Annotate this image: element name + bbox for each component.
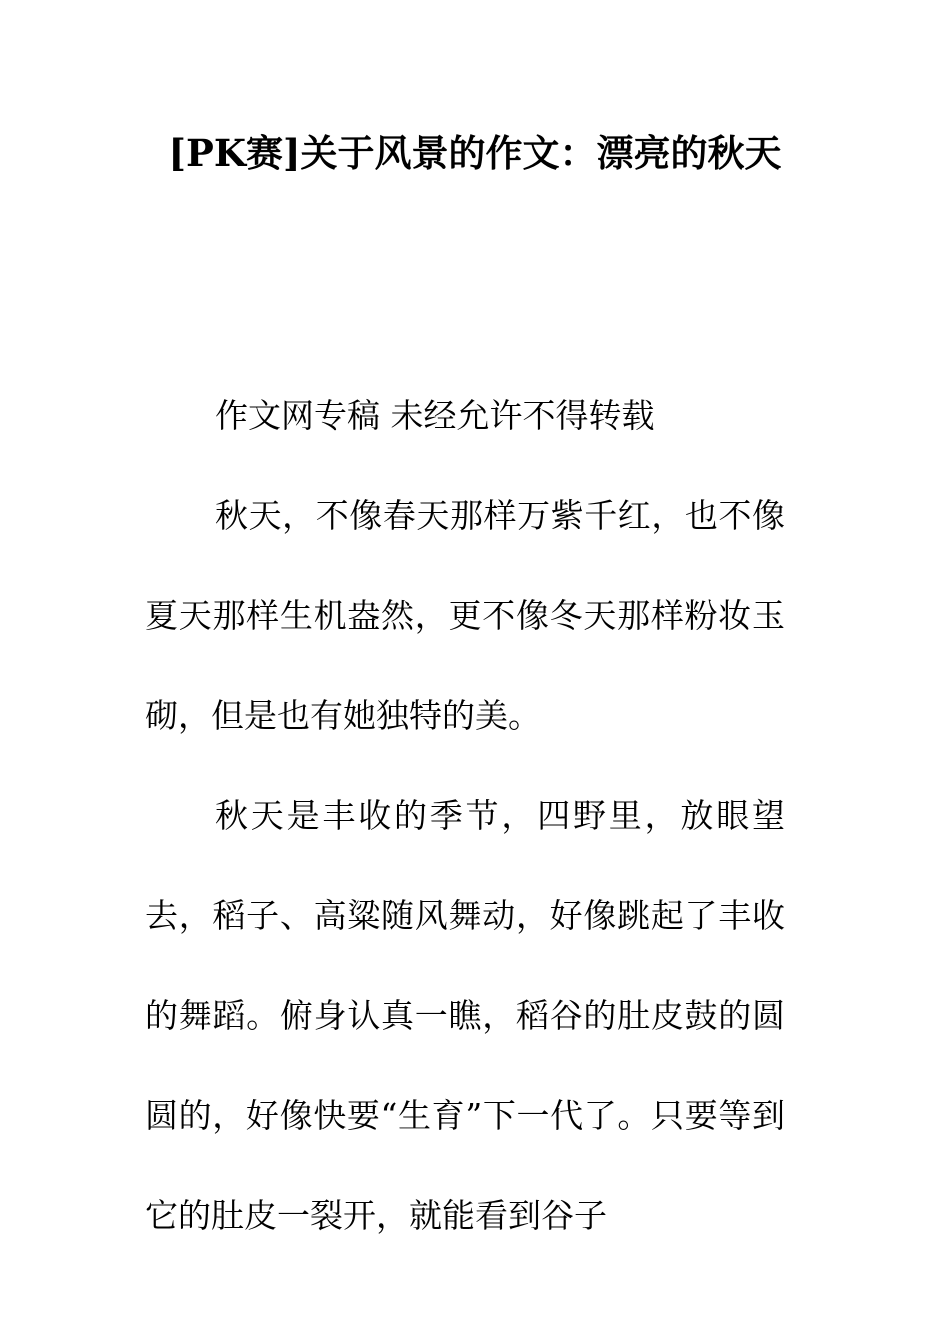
paragraph-byline: 作文网专稿 未经允许不得转载 [215,396,655,435]
document-title: [PK赛]关于风景的作文：漂亮的秋天 [168,131,782,175]
paragraph-intro: 秋天，不像春天那样万紫千红，也不像夏天那样生机盎然，更不像冬天那样粉妆玉砌，但是也有她独特的美。 [145,496,785,735]
paragraph-harvest: 秋天是丰收的季节，四野里，放眼望去，稻子、高粱随风舞动，好像跳起了丰收的舞蹈。俯身认真一瞧，稻谷的肚皮鼓的圆圆的，好像快要“生育”下一代了。只要等到它的肚皮一裂开，就能看到谷子 [145,796,785,1235]
document-body [145,366,785,1266]
